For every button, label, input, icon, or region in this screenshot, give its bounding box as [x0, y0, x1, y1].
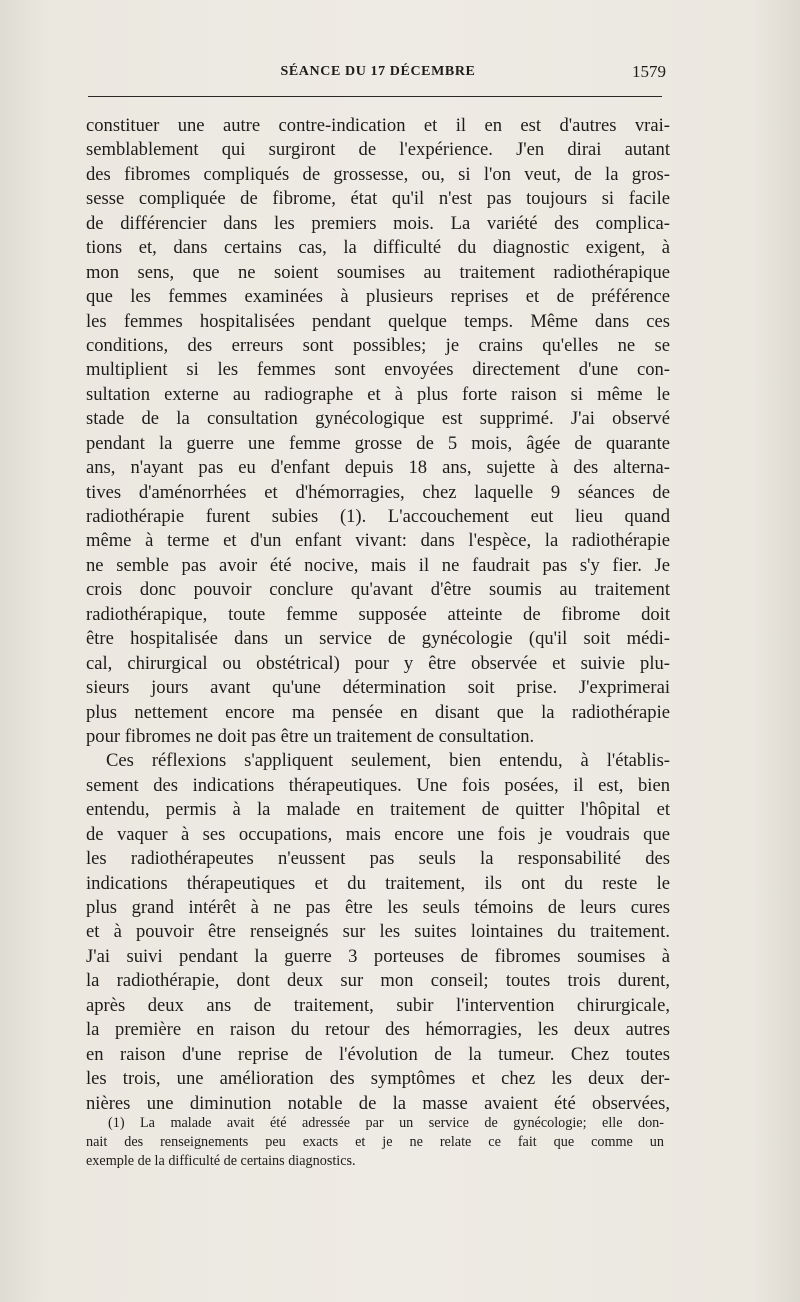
body-line: semblablement qui surgiront de l'expérience. J'en dirai autant: [86, 139, 670, 161]
running-header: [88, 62, 668, 84]
body-line: de vaquer à ses occupations, mais encore une fois je voudrais que: [86, 823, 670, 845]
body-line: nières une diminution notable de la masse avaient été observées,: [86, 1092, 670, 1114]
body-line: plus nettement encore ma pensée en disant que la radiothérapie: [86, 701, 670, 723]
body-line: que les femmes examinées à plusieurs reprises et de préférence: [86, 286, 670, 308]
body-line: pendant la guerre une femme grosse de 5 mois, âgée de quarante: [86, 432, 670, 454]
body-line: cal, chirurgical ou obstétrical) pour y être observée et suivie plu-: [86, 652, 670, 674]
body-line: tions et, dans certains cas, la difficulté du diagnostic exigent, à: [86, 237, 670, 259]
body-line: entendu, permis à la malade en traitement de quitter l'hôpital et: [86, 799, 670, 821]
body-line: pour fibromes ne doit pas être un traitement de consultation.: [86, 725, 535, 747]
body-line: constituer une autre contre-indication et il en est d'autres vrai-: [86, 115, 670, 136]
body-line: de différencier dans les premiers mois. La variété des complica-: [86, 212, 670, 234]
footnote-line: exemple de la difficulté de certains diagnostics.: [86, 1153, 356, 1169]
body-line: et à pouvoir être renseignés sur les suites lointaines du traitement.: [86, 921, 670, 943]
footnote-line: (1) La malade avait été adressée par un service de gynécologie; elle don-: [108, 1115, 664, 1131]
page-number: 1579: [632, 62, 666, 81]
body-line: mon sens, que ne soient soumises au traitement radiothérapique: [86, 261, 670, 283]
body-line: sement des indications thérapeutiques. Une fois posées, il est, bien: [86, 774, 670, 796]
footnotes: [86, 1114, 664, 1171]
body-line: la radiothérapie, dont deux sur mon conseil; toutes trois durent,: [86, 970, 670, 992]
body-line: J'ai suivi pendant la guerre 3 porteuses de fibromes soumises à: [86, 945, 670, 967]
body-line: ans, n'ayant pas eu d'enfant depuis 18 ans, sujette à des alterna-: [86, 457, 670, 479]
body-line: conditions, des erreurs sont possibles; je crains qu'elles ne se: [86, 334, 670, 356]
body-text: [86, 114, 670, 1116]
header-rule: [88, 96, 662, 97]
body-line: être hospitalisée dans un service de gynécologie (qu'il soit médi-: [86, 628, 670, 650]
footnote-line: nait des renseignements peu exacts et je ne relate ce fait que comme un: [86, 1134, 664, 1150]
body-line: sesse compliquée de fibrome, état qu'il n'est pas toujours si facile: [86, 188, 670, 210]
body-line: les femmes hospitalisées pendant quelque temps. Même dans ces: [86, 310, 670, 332]
body-line: la première en raison du retour des hémorragies, les deux autres: [86, 1019, 670, 1041]
body-line: tives d'aménorrhées et d'hémorragies, chez laquelle 9 séances de: [86, 481, 670, 503]
body-line: sieurs jours avant qu'une détermination soit prise. J'exprimerai: [86, 677, 670, 699]
body-line: stade de la consultation gynécologique est supprimé. J'ai observé: [86, 408, 670, 430]
body-line: sultation externe au radiographe et à plus forte raison si même le: [86, 383, 670, 405]
body-line: les trois, une amélioration des symptômes et chez les deux der-: [86, 1068, 670, 1090]
body-line: radiothérapique, toute femme supposée atteinte de fibrome doit: [86, 603, 670, 625]
body-line: même à terme et d'un enfant vivant: dans l'espèce, la radiothérapie: [86, 530, 670, 552]
running-title: SÉANCE DU 17 DÉCEMBRE: [280, 64, 476, 79]
body-line: ne semble pas avoir été nocive, mais il ne faudrait pas s'y fier. Je: [86, 554, 670, 576]
body-line: radiothérapie furent subies (1). L'accouchement eut lieu quand: [86, 506, 670, 527]
body-line: plus grand intérêt à ne pas être les seuls témoins de leurs cures: [86, 897, 670, 918]
body-line: après deux ans de traitement, subir l'intervention chirurgicale,: [86, 994, 670, 1016]
body-line: crois donc pouvoir conclure qu'avant d'être soumis au traitement: [86, 579, 670, 601]
body-line: multiplient si les femmes sont envoyées directement d'une con-: [86, 359, 670, 381]
body-line: des fibromes compliqués de grossesse, ou, si l'on veut, de la gros-: [86, 163, 670, 185]
body-line: en raison d'une reprise de l'évolution de la tumeur. Chez toutes: [86, 1043, 670, 1065]
body-line: les radiothérapeutes n'eussent pas seuls la responsabilité des: [86, 848, 670, 870]
body-line: Ces réflexions s'appliquent seulement, bien entendu, à l'établis-: [106, 750, 670, 772]
body-line: indications thérapeutiques et du traitement, ils ont du reste le: [86, 872, 670, 894]
